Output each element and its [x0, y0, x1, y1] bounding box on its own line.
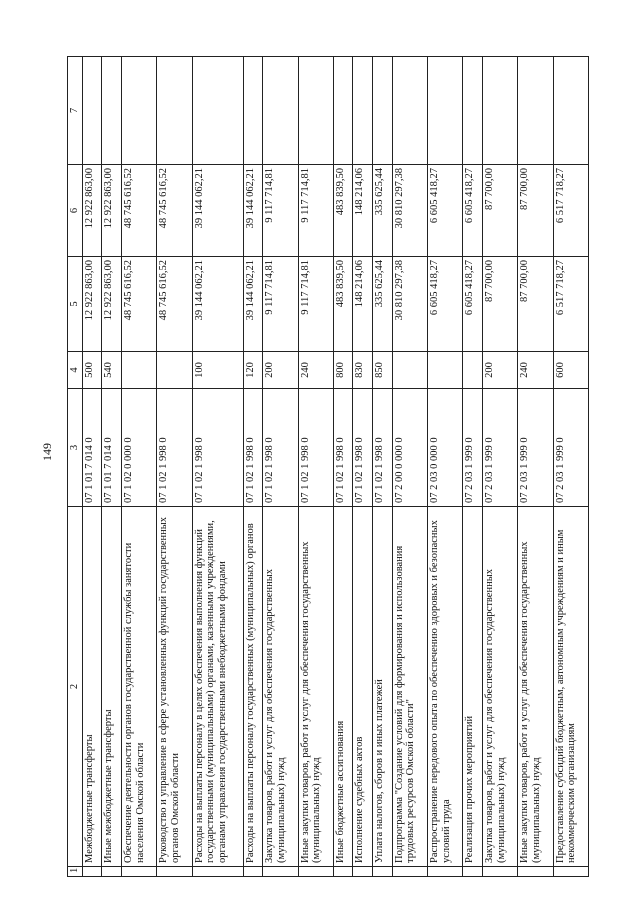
cell-col7: [82, 57, 102, 165]
budget-table: [67, 56, 589, 877]
cell-amount-col6: 483 839,50: [333, 165, 353, 257]
cell-col7: [157, 57, 192, 165]
table-row: [392, 57, 427, 877]
header-col-6: 6: [68, 165, 83, 257]
cell-col7: [298, 57, 333, 165]
cell-col7: [122, 57, 157, 165]
cell-code: 07 2 03 1 999 0: [553, 389, 588, 507]
cell-amount-col6: 9 117 714,81: [298, 165, 333, 257]
cell-code: 07 2 03 0 000 0: [428, 389, 463, 507]
header-col-4: 4: [68, 352, 83, 389]
cell-empty: [82, 867, 102, 877]
cell-code: 07 2 00 0 000 0: [392, 389, 427, 507]
cell-name: Закупка товаров, работ и услуг для обеспечения государственных (муниципальных) нужд: [482, 507, 517, 867]
cell-col7: [373, 57, 393, 165]
header-row: [68, 57, 83, 877]
cell-empty: [482, 867, 517, 877]
cell-col7: [518, 57, 553, 165]
cell-name: Межбюджетные трансферты: [82, 507, 102, 867]
cell-amount-col5: 483 839,50: [333, 257, 353, 352]
cell-empty: [192, 867, 243, 877]
cell-amount-col5: 48 745 616,52: [122, 257, 157, 352]
cell-name: Иные бюджетные ассигнования: [333, 507, 353, 867]
cell-expense-type: [463, 352, 483, 389]
cell-amount-col6: 39 144 062,21: [243, 165, 263, 257]
cell-expense-type: 200: [482, 352, 517, 389]
cell-expense-type: [157, 352, 192, 389]
cell-amount-col5: 148 214,06: [353, 257, 373, 352]
cell-expense-type: [428, 352, 463, 389]
table-row: [553, 57, 588, 877]
cell-name: Руководство и управление в сфере установленных функций государственных органов Омской области: [157, 507, 192, 867]
budget-table-rotated: [67, 67, 589, 877]
table-row: [192, 57, 243, 877]
cell-code: 07 1 02 1 998 0: [157, 389, 192, 507]
cell-col7: [463, 57, 483, 165]
cell-amount-col5: 12 922 863,00: [102, 257, 122, 352]
cell-name: Предоставление субсидий бюджетным, автономным учреждениям и иным некоммерческим организациям: [553, 507, 588, 867]
cell-code: 07 1 02 1 998 0: [243, 389, 263, 507]
cell-code: 07 1 01 7 014 0: [102, 389, 122, 507]
cell-amount-col6: 9 117 714,81: [263, 165, 298, 257]
page-number: 149: [40, 443, 54, 461]
cell-empty: [428, 867, 463, 877]
cell-amount-col5: 48 745 616,52: [157, 257, 192, 352]
cell-code: 07 1 02 1 998 0: [373, 389, 393, 507]
cell-expense-type: 120: [243, 352, 263, 389]
cell-amount-col6: 148 214,06: [353, 165, 373, 257]
cell-empty: [298, 867, 333, 877]
cell-col7: [333, 57, 353, 165]
cell-empty: [102, 867, 122, 877]
header-col-2: 2: [68, 507, 83, 867]
cell-amount-col5: 87 700,00: [518, 257, 553, 352]
header-col-1: 1: [68, 867, 83, 877]
cell-amount-col5: 39 144 062,21: [192, 257, 243, 352]
cell-empty: [373, 867, 393, 877]
cell-expense-type: 540: [102, 352, 122, 389]
cell-amount-col6: 6 517 718,27: [553, 165, 588, 257]
table-row: [463, 57, 483, 877]
cell-col7: [482, 57, 517, 165]
header-col-5: 5: [68, 257, 83, 352]
cell-amount-col6: 87 700,00: [482, 165, 517, 257]
cell-amount-col6: 48 745 616,52: [157, 165, 192, 257]
cell-code: 07 1 02 1 998 0: [192, 389, 243, 507]
cell-col7: [102, 57, 122, 165]
cell-amount-col5: 6 605 418,27: [463, 257, 483, 352]
cell-code: 07 2 03 1 999 0: [463, 389, 483, 507]
table-row: [157, 57, 192, 877]
cell-empty: [353, 867, 373, 877]
cell-name: Иные межбюджетные трансферты: [102, 507, 122, 867]
table-row: [263, 57, 298, 877]
cell-empty: [553, 867, 588, 877]
cell-col7: [553, 57, 588, 165]
header-col-7: 7: [68, 57, 83, 165]
cell-empty: [122, 867, 157, 877]
cell-expense-type: 500: [82, 352, 102, 389]
cell-code: 07 2 03 1 999 0: [482, 389, 517, 507]
cell-name: Расходы на выплаты персоналу в целях обеспечения выполнения функций государственными (муниципальными) органами, казенными учреждениями, органами управления государственными внебюджетными фондами: [192, 507, 243, 867]
cell-name: Закупка товаров, работ и услуг для обеспечения государственных (муниципальных) нужд: [263, 507, 298, 867]
cell-empty: [518, 867, 553, 877]
cell-empty: [243, 867, 263, 877]
cell-amount-col5: 39 144 062,21: [243, 257, 263, 352]
cell-col7: [353, 57, 373, 165]
cell-col7: [392, 57, 427, 165]
cell-col7: [428, 57, 463, 165]
table-row: [373, 57, 393, 877]
cell-name: Расходы на выплаты персоналу государственных (муниципальных) органов: [243, 507, 263, 867]
cell-expense-type: 240: [518, 352, 553, 389]
table-row: [333, 57, 353, 877]
cell-col7: [192, 57, 243, 165]
cell-amount-col6: 12 922 863,00: [102, 165, 122, 257]
cell-amount-col6: 39 144 062,21: [192, 165, 243, 257]
cell-empty: [263, 867, 298, 877]
table-row: [428, 57, 463, 877]
cell-name: Реализация прочих мероприятий: [463, 507, 483, 867]
cell-expense-type: 100: [192, 352, 243, 389]
cell-expense-type: 600: [553, 352, 588, 389]
cell-amount-col5: 9 117 714,81: [263, 257, 298, 352]
table-row: [102, 57, 122, 877]
cell-empty: [463, 867, 483, 877]
cell-name: Уплата налогов, сборов и иных платежей: [373, 507, 393, 867]
cell-name: Подпрограмма "Создание условий для формирования и использования трудовых ресурсов Омской области": [392, 507, 427, 867]
cell-col7: [263, 57, 298, 165]
cell-expense-type: [122, 352, 157, 389]
table-row: [82, 57, 102, 877]
cell-amount-col6: 6 605 418,27: [463, 165, 483, 257]
table-row: [243, 57, 263, 877]
cell-amount-col6: 48 745 616,52: [122, 165, 157, 257]
cell-expense-type: 200: [263, 352, 298, 389]
cell-amount-col6: 87 700,00: [518, 165, 553, 257]
cell-code: 07 1 02 0 000 0: [122, 389, 157, 507]
table-row: [482, 57, 517, 877]
cell-code: 07 1 02 1 998 0: [298, 389, 333, 507]
cell-code: 07 2 03 1 999 0: [518, 389, 553, 507]
table-body: [82, 57, 588, 877]
cell-name: Исполнение судебных актов: [353, 507, 373, 867]
cell-code: 07 1 02 1 998 0: [263, 389, 298, 507]
cell-amount-col5: 87 700,00: [482, 257, 517, 352]
cell-amount-col6: 6 605 418,27: [428, 165, 463, 257]
cell-amount-col5: 335 625,44: [373, 257, 393, 352]
table-row: [518, 57, 553, 877]
cell-name: Иные закупки товаров, работ и услуг для обеспечения государственных (муниципальных) нужд: [518, 507, 553, 867]
cell-expense-type: 240: [298, 352, 333, 389]
cell-amount-col5: 30 810 297,38: [392, 257, 427, 352]
cell-code: 07 1 01 7 014 0: [82, 389, 102, 507]
cell-amount-col5: 12 922 863,00: [82, 257, 102, 352]
cell-empty: [392, 867, 427, 877]
cell-code: 07 1 02 1 998 0: [353, 389, 373, 507]
cell-expense-type: [392, 352, 427, 389]
cell-amount-col5: 9 117 714,81: [298, 257, 333, 352]
cell-name: Распространение передового опыта по обеспечению здоровых и безопасных условий труда: [428, 507, 463, 867]
cell-expense-type: 850: [373, 352, 393, 389]
cell-amount-col6: 335 625,44: [373, 165, 393, 257]
cell-name: Иные закупки товаров, работ и услуг для обеспечения государственных (муниципальных) нужд: [298, 507, 333, 867]
cell-amount-col6: 30 810 297,38: [392, 165, 427, 257]
cell-expense-type: 830: [353, 352, 373, 389]
table-row: [353, 57, 373, 877]
cell-col7: [243, 57, 263, 165]
cell-amount-col5: 6 517 718,27: [553, 257, 588, 352]
cell-code: 07 1 02 1 998 0: [333, 389, 353, 507]
cell-amount-col5: 6 605 418,27: [428, 257, 463, 352]
cell-name: Обеспечение деятельности органов государственной службы занятости населения Омской области: [122, 507, 157, 867]
cell-empty: [333, 867, 353, 877]
header-col-3: 3: [68, 389, 83, 507]
table-row: [122, 57, 157, 877]
cell-empty: [157, 867, 192, 877]
cell-amount-col6: 12 922 863,00: [82, 165, 102, 257]
cell-expense-type: 800: [333, 352, 353, 389]
table-row: [298, 57, 333, 877]
